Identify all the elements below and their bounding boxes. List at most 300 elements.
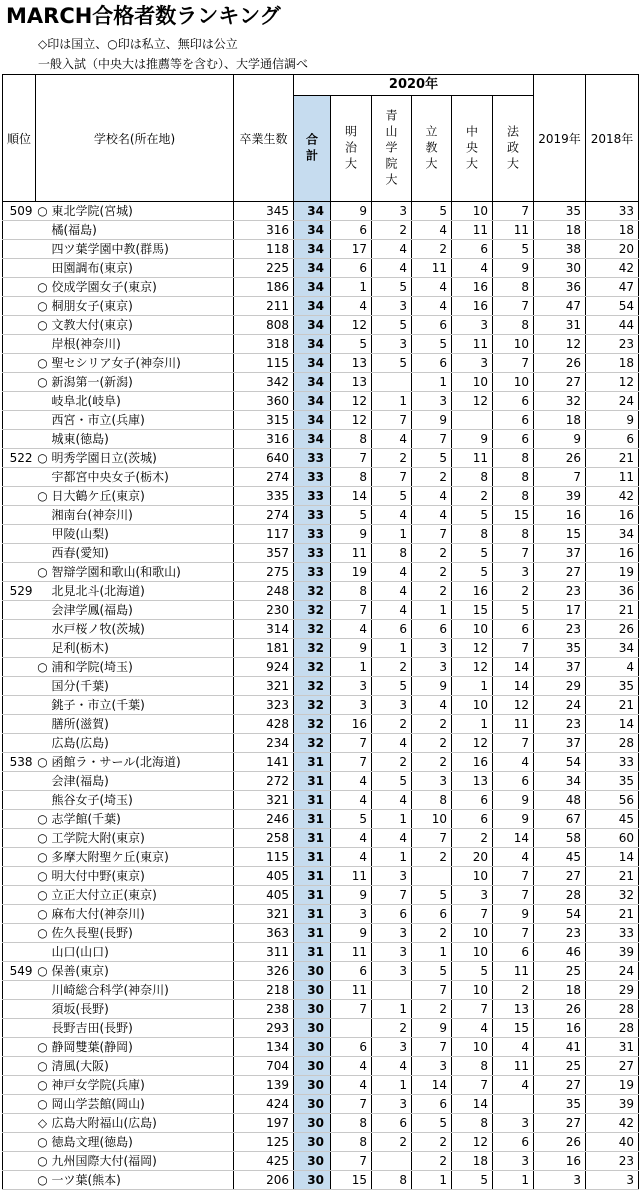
cell-rikkyo: 10	[412, 810, 452, 829]
cell-school: 川崎総合科学(神奈川)	[50, 981, 234, 1000]
cell-2018: 29	[586, 981, 639, 1000]
cell-total: 30	[294, 1095, 331, 1114]
cell-meiji: 6	[331, 259, 372, 278]
cell-meiji: 8	[331, 468, 372, 487]
cell-chuo: 10	[452, 981, 493, 1000]
cell-mark: ○	[36, 449, 50, 468]
cell-rank	[3, 658, 36, 677]
cell-meiji: 3	[331, 696, 372, 715]
cell-2018: 28	[586, 734, 639, 753]
cell-rank	[3, 810, 36, 829]
cell-rikkyo: 2	[412, 848, 452, 867]
cell-grads: 405	[234, 886, 294, 905]
cell-mark: ○	[36, 297, 50, 316]
cell-chuo: 11	[452, 449, 493, 468]
cell-hosei: 14	[493, 829, 534, 848]
cell-meiji: 7	[331, 734, 372, 753]
table-row	[3, 924, 639, 943]
table-row	[3, 1114, 639, 1133]
cell-chuo: 12	[452, 734, 493, 753]
cell-aoyama: 4	[372, 601, 412, 620]
cell-chuo: 14	[452, 1095, 493, 1114]
table-row	[3, 544, 639, 563]
cell-rikkyo: 7	[412, 829, 452, 848]
cell-chuo: 3	[452, 316, 493, 335]
cell-chuo: 10	[452, 943, 493, 962]
cell-grads: 640	[234, 449, 294, 468]
cell-school: 日大鶴ケ丘(東京)	[50, 487, 234, 506]
cell-mark	[36, 392, 50, 411]
cell-aoyama: 1	[372, 1000, 412, 1019]
cell-total: 31	[294, 810, 331, 829]
cell-chuo: 1	[452, 715, 493, 734]
cell-hosei: 14	[493, 677, 534, 696]
cell-total: 34	[294, 411, 331, 430]
cell-total: 33	[294, 544, 331, 563]
cell-meiji: 12	[331, 316, 372, 335]
cell-chuo	[452, 411, 493, 430]
cell-school: 西春(愛知)	[50, 544, 234, 563]
cell-rikkyo: 2	[412, 468, 452, 487]
cell-chuo: 5	[452, 506, 493, 525]
cell-aoyama: 5	[372, 487, 412, 506]
cell-total: 33	[294, 487, 331, 506]
cell-school: 立正大付立正(東京)	[50, 886, 234, 905]
cell-grads: 186	[234, 278, 294, 297]
table-row	[3, 1133, 639, 1152]
cell-mark	[36, 582, 50, 601]
cell-2018: 20	[586, 240, 639, 259]
cell-mark	[36, 791, 50, 810]
cell-grads: 316	[234, 221, 294, 240]
cell-rank	[3, 563, 36, 582]
cell-rank: 529	[3, 582, 36, 601]
cell-mark: ○	[36, 753, 50, 772]
cell-2018: 11	[586, 468, 639, 487]
table-row	[3, 335, 639, 354]
table-row	[3, 601, 639, 620]
cell-hosei: 7	[493, 354, 534, 373]
header-meiji: 明治大	[343, 124, 358, 173]
cell-total: 33	[294, 506, 331, 525]
cell-chuo: 5	[452, 1171, 493, 1190]
cell-chuo: 9	[452, 430, 493, 449]
table-row	[3, 753, 639, 772]
cell-grads: 345	[234, 202, 294, 221]
cell-mark	[36, 259, 50, 278]
table-row	[3, 867, 639, 886]
table-row	[3, 278, 639, 297]
cell-grads: 134	[234, 1038, 294, 1057]
cell-mark: ○	[36, 829, 50, 848]
cell-mark: ○	[36, 905, 50, 924]
table-row	[3, 829, 639, 848]
cell-hosei: 13	[493, 1000, 534, 1019]
cell-2019: 45	[534, 848, 586, 867]
cell-aoyama: 4	[372, 430, 412, 449]
cell-mark: ◇	[36, 1114, 50, 1133]
cell-total: 30	[294, 1019, 331, 1038]
cell-school: 工学院大附(東京)	[50, 829, 234, 848]
cell-school: 明大付中野(東京)	[50, 867, 234, 886]
cell-meiji: 17	[331, 240, 372, 259]
cell-rank	[3, 734, 36, 753]
cell-rank	[3, 411, 36, 430]
cell-meiji: 9	[331, 924, 372, 943]
cell-hosei: 11	[493, 221, 534, 240]
cell-aoyama: 3	[372, 943, 412, 962]
cell-grads: 342	[234, 373, 294, 392]
cell-hosei	[493, 1095, 534, 1114]
cell-rank	[3, 373, 36, 392]
cell-chuo: 18	[452, 1152, 493, 1171]
cell-chuo: 3	[452, 886, 493, 905]
cell-aoyama: 4	[372, 829, 412, 848]
cell-school: 会津(福島)	[50, 772, 234, 791]
cell-rank	[3, 867, 36, 886]
cell-aoyama: 5	[372, 772, 412, 791]
cell-2018: 18	[586, 354, 639, 373]
cell-meiji: 9	[331, 202, 372, 221]
cell-grads: 275	[234, 563, 294, 582]
cell-2019: 27	[534, 1114, 586, 1133]
cell-2018: 31	[586, 1038, 639, 1057]
table-row	[3, 943, 639, 962]
cell-mark	[36, 411, 50, 430]
cell-2019: 17	[534, 601, 586, 620]
cell-mark: ○	[36, 867, 50, 886]
cell-meiji: 16	[331, 715, 372, 734]
cell-rikkyo: 5	[412, 962, 452, 981]
cell-rikkyo: 5	[412, 449, 452, 468]
cell-2019: 26	[534, 1133, 586, 1152]
cell-aoyama: 3	[372, 1038, 412, 1057]
cell-aoyama: 2	[372, 1133, 412, 1152]
cell-grads: 234	[234, 734, 294, 753]
cell-hosei: 11	[493, 715, 534, 734]
cell-school: 九州国際大付(福岡)	[50, 1152, 234, 1171]
cell-total: 32	[294, 639, 331, 658]
cell-aoyama: 4	[372, 563, 412, 582]
cell-hosei: 10	[493, 373, 534, 392]
header-rank: 順位	[3, 75, 36, 202]
cell-chuo: 16	[452, 582, 493, 601]
cell-meiji: 4	[331, 829, 372, 848]
cell-mark: ○	[36, 1038, 50, 1057]
table-row	[3, 430, 639, 449]
cell-grads: 274	[234, 468, 294, 487]
cell-mark: ○	[36, 1057, 50, 1076]
cell-2018: 34	[586, 639, 639, 658]
cell-hosei: 9	[493, 905, 534, 924]
cell-2018: 23	[586, 1152, 639, 1171]
cell-2019: 27	[534, 373, 586, 392]
cell-2018: 33	[586, 924, 639, 943]
cell-rank	[3, 354, 36, 373]
cell-grads: 924	[234, 658, 294, 677]
cell-aoyama: 6	[372, 905, 412, 924]
cell-school: 清風(大阪)	[50, 1057, 234, 1076]
cell-rank: 538	[3, 753, 36, 772]
cell-chuo: 7	[452, 1076, 493, 1095]
cell-2019: 23	[534, 924, 586, 943]
cell-grads: 211	[234, 297, 294, 316]
cell-rank	[3, 316, 36, 335]
cell-2018: 33	[586, 202, 639, 221]
cell-2019: 35	[534, 639, 586, 658]
cell-2018: 28	[586, 1019, 639, 1038]
cell-grads: 314	[234, 620, 294, 639]
cell-meiji: 6	[331, 962, 372, 981]
cell-rank	[3, 1114, 36, 1133]
cell-2018: 19	[586, 563, 639, 582]
cell-meiji	[331, 1019, 372, 1038]
cell-2019: 58	[534, 829, 586, 848]
table-row	[3, 563, 639, 582]
cell-aoyama	[372, 1152, 412, 1171]
cell-grads: 321	[234, 677, 294, 696]
table-row	[3, 791, 639, 810]
cell-mark: ○	[36, 1076, 50, 1095]
cell-school: 神戸女学院(兵庫)	[50, 1076, 234, 1095]
cell-2018: 3	[586, 1171, 639, 1190]
cell-mark: ○	[36, 563, 50, 582]
cell-rank	[3, 943, 36, 962]
cell-school: 水戸桜ノ牧(茨城)	[50, 620, 234, 639]
cell-chuo: 10	[452, 696, 493, 715]
cell-mark: ○	[36, 278, 50, 297]
cell-rikkyo: 2	[412, 924, 452, 943]
cell-chuo: 15	[452, 601, 493, 620]
cell-aoyama: 7	[372, 468, 412, 487]
table-row	[3, 620, 639, 639]
cell-chuo: 12	[452, 658, 493, 677]
cell-grads: 321	[234, 791, 294, 810]
cell-school: 佐久長聖(長野)	[50, 924, 234, 943]
cell-school: 北見北斗(北海道)	[50, 582, 234, 601]
cell-rank	[3, 981, 36, 1000]
cell-school: 広島(広島)	[50, 734, 234, 753]
cell-mark	[36, 1000, 50, 1019]
cell-2019: 28	[534, 886, 586, 905]
table-row	[3, 886, 639, 905]
cell-aoyama: 2	[372, 1019, 412, 1038]
cell-2019: 39	[534, 487, 586, 506]
cell-2018: 47	[586, 278, 639, 297]
cell-meiji: 11	[331, 981, 372, 1000]
cell-rank: 509	[3, 202, 36, 221]
cell-rank	[3, 506, 36, 525]
cell-rikkyo: 9	[412, 677, 452, 696]
cell-grads: 238	[234, 1000, 294, 1019]
cell-mark: ○	[36, 924, 50, 943]
cell-chuo: 11	[452, 335, 493, 354]
cell-rank	[3, 335, 36, 354]
cell-2018: 26	[586, 620, 639, 639]
cell-chuo: 2	[452, 829, 493, 848]
cell-rikkyo: 6	[412, 620, 452, 639]
cell-chuo: 16	[452, 297, 493, 316]
header-2019: 2019年	[534, 75, 586, 202]
cell-total: 34	[294, 297, 331, 316]
cell-total: 33	[294, 468, 331, 487]
cell-aoyama: 1	[372, 810, 412, 829]
table-row	[3, 316, 639, 335]
cell-grads: 318	[234, 335, 294, 354]
cell-aoyama: 5	[372, 354, 412, 373]
cell-2018: 42	[586, 1114, 639, 1133]
cell-2019: 37	[534, 658, 586, 677]
cell-total: 30	[294, 981, 331, 1000]
cell-chuo: 8	[452, 525, 493, 544]
cell-2019: 15	[534, 525, 586, 544]
cell-2019: 7	[534, 468, 586, 487]
cell-total: 34	[294, 240, 331, 259]
cell-hosei: 8	[493, 468, 534, 487]
cell-meiji: 4	[331, 297, 372, 316]
cell-mark	[36, 544, 50, 563]
cell-mark	[36, 240, 50, 259]
cell-2019: 9	[534, 430, 586, 449]
cell-school: 湘南台(神奈川)	[50, 506, 234, 525]
cell-rikkyo: 1	[412, 373, 452, 392]
cell-chuo: 13	[452, 772, 493, 791]
table-row	[3, 411, 639, 430]
cell-aoyama: 8	[372, 1171, 412, 1190]
cell-rank	[3, 544, 36, 563]
cell-chuo: 16	[452, 753, 493, 772]
cell-hosei: 3	[493, 563, 534, 582]
cell-hosei: 4	[493, 1076, 534, 1095]
cell-hosei: 6	[493, 1133, 534, 1152]
cell-school: 函館ラ・サール(北海道)	[50, 753, 234, 772]
cell-rikkyo: 9	[412, 411, 452, 430]
cell-meiji: 9	[331, 639, 372, 658]
cell-hosei: 3	[493, 1152, 534, 1171]
cell-meiji: 7	[331, 1095, 372, 1114]
cell-chuo: 5	[452, 962, 493, 981]
cell-mark: ○	[36, 848, 50, 867]
cell-2018: 21	[586, 601, 639, 620]
cell-school: 国分(千葉)	[50, 677, 234, 696]
cell-school: 一ツ葉(熊本)	[50, 1171, 234, 1190]
cell-2018: 23	[586, 335, 639, 354]
table-row	[3, 772, 639, 791]
cell-rank	[3, 221, 36, 240]
cell-total: 32	[294, 601, 331, 620]
cell-aoyama: 4	[372, 1057, 412, 1076]
cell-mark	[36, 696, 50, 715]
cell-hosei: 7	[493, 734, 534, 753]
cell-school: 徳島文理(徳島)	[50, 1133, 234, 1152]
table-row	[3, 905, 639, 924]
cell-meiji: 11	[331, 943, 372, 962]
cell-2019: 16	[534, 1019, 586, 1038]
cell-rank	[3, 1095, 36, 1114]
cell-aoyama: 2	[372, 753, 412, 772]
cell-meiji: 4	[331, 1057, 372, 1076]
cell-aoyama: 7	[372, 411, 412, 430]
cell-mark	[36, 430, 50, 449]
cell-2018: 14	[586, 848, 639, 867]
table-row	[3, 696, 639, 715]
cell-2018: 54	[586, 297, 639, 316]
header-school: 学校名(所在地)	[36, 75, 234, 202]
cell-meiji: 4	[331, 848, 372, 867]
cell-mark: ○	[36, 810, 50, 829]
cell-chuo: 10	[452, 924, 493, 943]
cell-total: 31	[294, 886, 331, 905]
cell-total: 30	[294, 1000, 331, 1019]
cell-meiji: 8	[331, 430, 372, 449]
cell-rank	[3, 677, 36, 696]
cell-meiji: 8	[331, 1133, 372, 1152]
cell-total: 34	[294, 335, 331, 354]
cell-2018: 45	[586, 810, 639, 829]
cell-2019: 48	[534, 791, 586, 810]
cell-chuo: 12	[452, 392, 493, 411]
cell-rikkyo: 4	[412, 487, 452, 506]
cell-aoyama	[372, 373, 412, 392]
cell-grads: 321	[234, 905, 294, 924]
cell-2019: 32	[534, 392, 586, 411]
cell-grads: 357	[234, 544, 294, 563]
cell-grads: 115	[234, 848, 294, 867]
cell-total: 32	[294, 582, 331, 601]
cell-total: 34	[294, 316, 331, 335]
cell-grads: 118	[234, 240, 294, 259]
cell-hosei: 4	[493, 848, 534, 867]
cell-meiji: 5	[331, 335, 372, 354]
cell-rikkyo: 3	[412, 392, 452, 411]
cell-meiji: 12	[331, 411, 372, 430]
table-row	[3, 639, 639, 658]
cell-aoyama: 3	[372, 335, 412, 354]
cell-rank	[3, 1152, 36, 1171]
cell-school: 保善(東京)	[50, 962, 234, 981]
cell-total: 31	[294, 772, 331, 791]
cell-hosei: 7	[493, 867, 534, 886]
page-title: MARCH合格者数ランキング	[6, 4, 281, 28]
cell-rikkyo: 4	[412, 696, 452, 715]
cell-2019: 16	[534, 506, 586, 525]
cell-rank	[3, 430, 36, 449]
table-row	[3, 677, 639, 696]
cell-2018: 44	[586, 316, 639, 335]
cell-rank	[3, 392, 36, 411]
cell-hosei: 10	[493, 335, 534, 354]
cell-2019: 26	[534, 354, 586, 373]
cell-rikkyo: 2	[412, 715, 452, 734]
cell-meiji: 5	[331, 506, 372, 525]
cell-hosei: 8	[493, 316, 534, 335]
cell-total: 30	[294, 1076, 331, 1095]
cell-rank	[3, 1057, 36, 1076]
cell-aoyama: 1	[372, 525, 412, 544]
cell-2019: 27	[534, 1076, 586, 1095]
cell-chuo: 4	[452, 1019, 493, 1038]
cell-rikkyo: 5	[412, 335, 452, 354]
cell-grads: 225	[234, 259, 294, 278]
cell-mark	[36, 506, 50, 525]
cell-total: 34	[294, 202, 331, 221]
cell-2019: 30	[534, 259, 586, 278]
cell-total: 34	[294, 354, 331, 373]
cell-mark: ○	[36, 1133, 50, 1152]
cell-meiji: 1	[331, 278, 372, 297]
cell-meiji: 13	[331, 373, 372, 392]
cell-rikkyo	[412, 867, 452, 886]
